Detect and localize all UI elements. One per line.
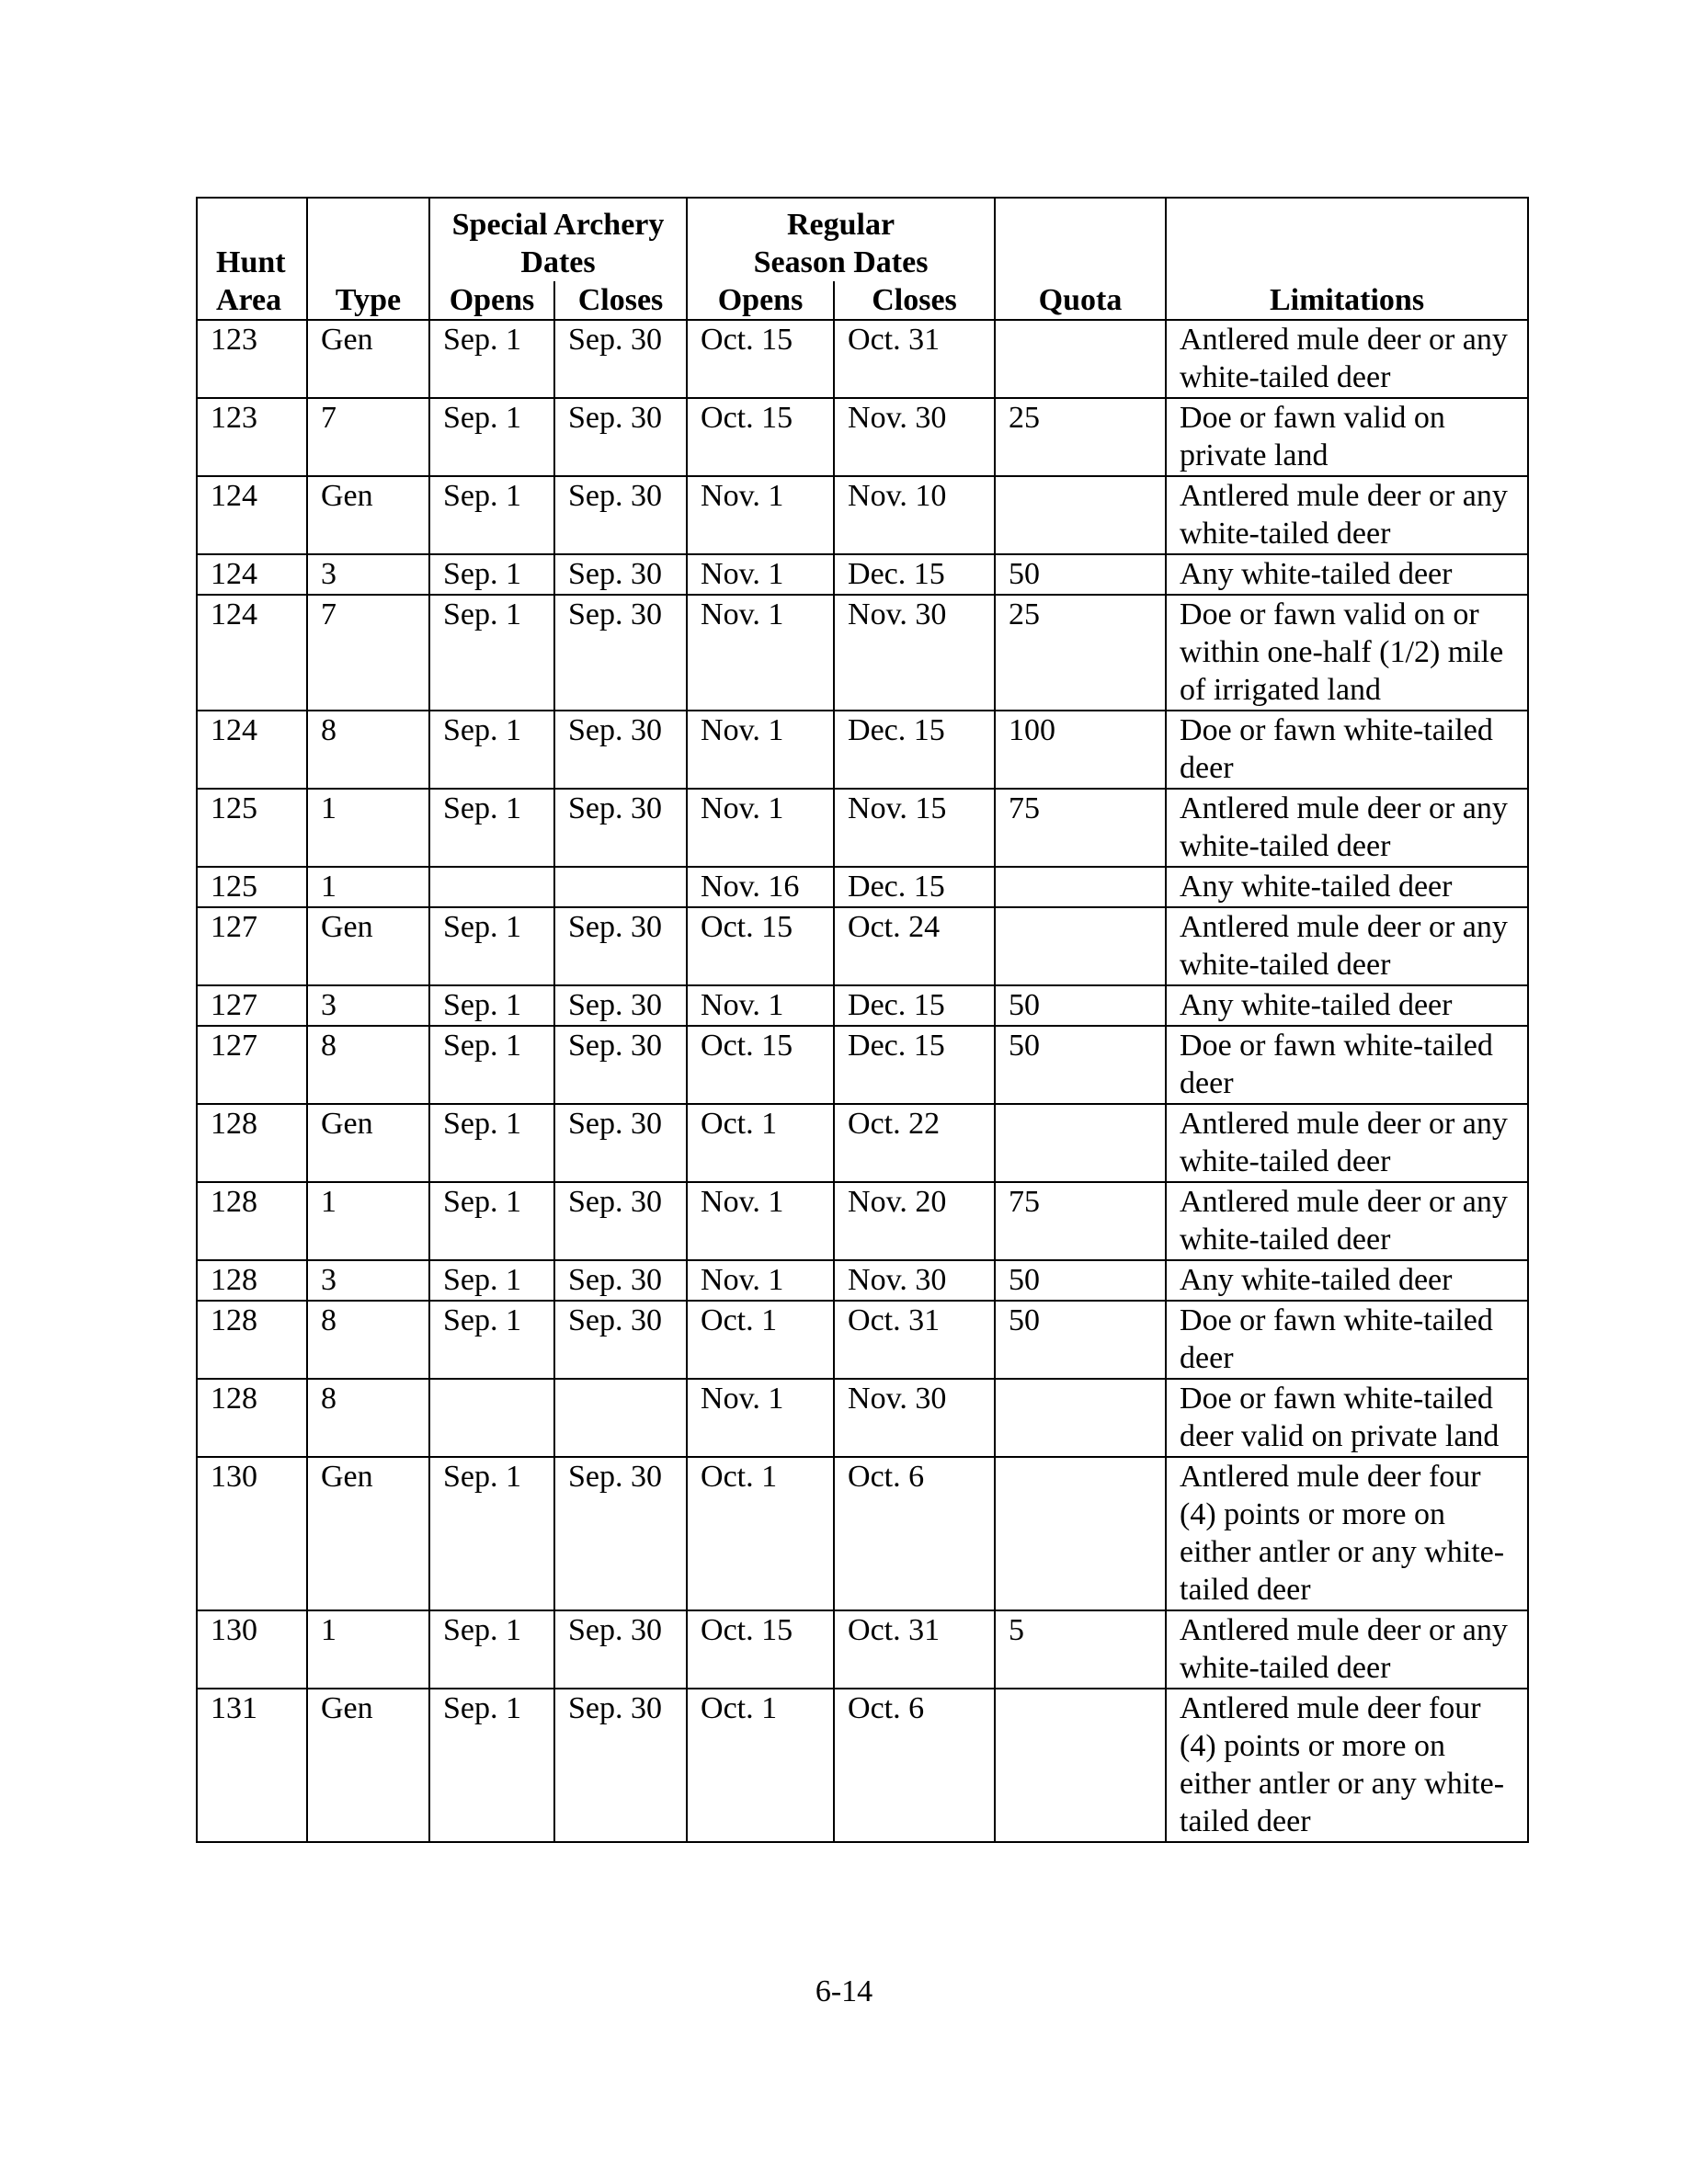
hunt-area-cell: 130 (197, 1610, 307, 1689)
regular-opens-cell: Oct. 15 (687, 1610, 834, 1689)
archery-closes-cell: Sep. 30 (554, 985, 687, 1026)
archery-opens-cell: Sep. 1 (429, 554, 554, 595)
header-hunt-area-line2: Area (216, 283, 282, 317)
limitations-cell: Antlered mule deer or any white-tailed deer (1166, 320, 1528, 398)
type-cell: Gen (307, 1457, 429, 1610)
limitations-cell: Doe or fawn white-tailed deer (1166, 1026, 1528, 1104)
regular-closes-cell: Oct. 24 (834, 907, 995, 985)
quota-cell (995, 907, 1166, 985)
archery-closes-cell: Sep. 30 (554, 320, 687, 398)
table-row (197, 1260, 1528, 1301)
regular-opens-cell: Nov. 1 (687, 1260, 834, 1301)
limitations-cell: Antlered mule deer or any white-tailed deer (1166, 1182, 1528, 1260)
table-row (197, 1182, 1528, 1260)
hunt-area-cell: 124 (197, 476, 307, 554)
hunt-area-cell: 124 (197, 554, 307, 595)
header-regular-line1: Regular (786, 208, 895, 242)
hunt-area-cell: 127 (197, 1026, 307, 1104)
regular-closes-cell: Nov. 30 (834, 595, 995, 711)
archery-opens-cell: Sep. 1 (429, 1610, 554, 1689)
archery-opens-cell: Sep. 1 (429, 1301, 554, 1379)
table-row (197, 398, 1528, 476)
hunt-area-cell: 124 (197, 595, 307, 711)
hunt-area-cell: 127 (197, 985, 307, 1026)
archery-opens-cell (429, 867, 554, 907)
regular-opens-cell: Oct. 1 (687, 1689, 834, 1842)
regular-closes-cell: Oct. 31 (834, 320, 995, 398)
archery-closes-cell: Sep. 30 (554, 1457, 687, 1610)
quota-cell: 50 (995, 1301, 1166, 1379)
header-type: Type (307, 198, 429, 320)
regular-closes-cell: Oct. 31 (834, 1610, 995, 1689)
table-row (197, 595, 1528, 711)
quota-cell (995, 1104, 1166, 1182)
header-archery-opens: Opens (429, 281, 554, 320)
quota-cell (995, 1379, 1166, 1457)
hunt-area-cell: 128 (197, 1301, 307, 1379)
regular-opens-cell: Nov. 1 (687, 1182, 834, 1260)
regular-closes-cell: Nov. 30 (834, 1260, 995, 1301)
archery-opens-cell: Sep. 1 (429, 1104, 554, 1182)
type-cell: 1 (307, 867, 429, 907)
quota-cell: 50 (995, 554, 1166, 595)
regular-opens-cell: Oct. 15 (687, 907, 834, 985)
archery-closes-cell: Sep. 30 (554, 554, 687, 595)
archery-closes-cell (554, 867, 687, 907)
archery-opens-cell: Sep. 1 (429, 1260, 554, 1301)
regular-closes-cell: Nov. 10 (834, 476, 995, 554)
hunt-season-table (196, 197, 1529, 1843)
regular-opens-cell: Nov. 1 (687, 554, 834, 595)
hunt-area-cell: 125 (197, 867, 307, 907)
hunt-area-cell: 130 (197, 1457, 307, 1610)
archery-opens-cell: Sep. 1 (429, 1689, 554, 1842)
regular-opens-cell: Oct. 15 (687, 1026, 834, 1104)
table-row (197, 1379, 1528, 1457)
regular-closes-cell: Dec. 15 (834, 711, 995, 789)
quota-cell: 5 (995, 1610, 1166, 1689)
regular-opens-cell: Oct. 1 (687, 1457, 834, 1610)
table-row (197, 789, 1528, 867)
table-body (197, 320, 1528, 1842)
page-number: 6-14 (815, 1974, 873, 2008)
archery-opens-cell: Sep. 1 (429, 595, 554, 711)
hunt-area-cell: 123 (197, 320, 307, 398)
table-row (197, 1301, 1528, 1379)
regular-closes-cell: Dec. 15 (834, 985, 995, 1026)
hunt-area-cell: 127 (197, 907, 307, 985)
archery-opens-cell: Sep. 1 (429, 320, 554, 398)
type-cell: 8 (307, 711, 429, 789)
quota-cell (995, 1689, 1166, 1842)
archery-closes-cell: Sep. 30 (554, 1182, 687, 1260)
table-row (197, 985, 1528, 1026)
regular-closes-cell: Oct. 22 (834, 1104, 995, 1182)
type-cell: 3 (307, 1260, 429, 1301)
regular-closes-cell: Oct. 6 (834, 1457, 995, 1610)
archery-opens-cell: Sep. 1 (429, 711, 554, 789)
limitations-cell: Any white-tailed deer (1166, 554, 1528, 595)
archery-opens-cell: Sep. 1 (429, 1026, 554, 1104)
regular-closes-cell: Nov. 30 (834, 398, 995, 476)
regular-closes-cell: Oct. 31 (834, 1301, 995, 1379)
limitations-cell: Any white-tailed deer (1166, 985, 1528, 1026)
type-cell: Gen (307, 476, 429, 554)
archery-closes-cell: Sep. 30 (554, 1104, 687, 1182)
archery-closes-cell: Sep. 30 (554, 1260, 687, 1301)
quota-cell (995, 320, 1166, 398)
limitations-cell: Doe or fawn white-tailed deer valid on private land (1166, 1379, 1528, 1457)
archery-closes-cell: Sep. 30 (554, 595, 687, 711)
regular-opens-cell: Oct. 1 (687, 1301, 834, 1379)
table-row (197, 554, 1528, 595)
archery-opens-cell: Sep. 1 (429, 789, 554, 867)
archery-closes-cell: Sep. 30 (554, 907, 687, 985)
quota-cell (995, 1457, 1166, 1610)
table-row (197, 476, 1528, 554)
archery-closes-cell: Sep. 30 (554, 1026, 687, 1104)
quota-cell: 75 (995, 789, 1166, 867)
header-archery-line2: Dates (520, 245, 596, 279)
hunt-area-cell: 128 (197, 1104, 307, 1182)
limitations-cell: Doe or fawn valid on or within one-half (1/2) mile of irrigated land (1166, 595, 1528, 711)
limitations-cell: Doe or fawn valid on private land (1166, 398, 1528, 476)
type-cell: Gen (307, 1689, 429, 1842)
header-regular-line2: Season Dates (753, 245, 929, 279)
type-cell: 8 (307, 1379, 429, 1457)
hunt-area-cell: 128 (197, 1260, 307, 1301)
regular-closes-cell: Nov. 15 (834, 789, 995, 867)
header-regular-season-dates (687, 198, 995, 281)
limitations-cell: Antlered mule deer four (4) points or more on either antler or any white-tailed deer (1166, 1689, 1528, 1842)
quota-cell: 50 (995, 985, 1166, 1026)
limitations-cell: Antlered mule deer or any white-tailed deer (1166, 476, 1528, 554)
regular-opens-cell: Nov. 1 (687, 711, 834, 789)
header-hunt-area-line1: Hunt (216, 245, 286, 279)
quota-cell (995, 476, 1166, 554)
hunt-area-cell: 128 (197, 1182, 307, 1260)
archery-closes-cell: Sep. 30 (554, 398, 687, 476)
table-row (197, 320, 1528, 398)
type-cell: 7 (307, 398, 429, 476)
regular-opens-cell: Nov. 1 (687, 985, 834, 1026)
hunt-area-cell: 131 (197, 1689, 307, 1842)
regular-opens-cell: Oct. 1 (687, 1104, 834, 1182)
limitations-cell: Doe or fawn white-tailed deer (1166, 1301, 1528, 1379)
quota-cell: 25 (995, 398, 1166, 476)
limitations-cell: Antlered mule deer or any white-tailed deer (1166, 1104, 1528, 1182)
quota-cell (995, 867, 1166, 907)
type-cell: 8 (307, 1026, 429, 1104)
type-cell: Gen (307, 1104, 429, 1182)
table-row (197, 1610, 1528, 1689)
type-cell: 1 (307, 1610, 429, 1689)
hunt-area-cell: 125 (197, 789, 307, 867)
type-cell: Gen (307, 320, 429, 398)
archery-opens-cell: Sep. 1 (429, 1457, 554, 1610)
table-row (197, 907, 1528, 985)
table-row (197, 711, 1528, 789)
archery-opens-cell: Sep. 1 (429, 907, 554, 985)
archery-closes-cell: Sep. 30 (554, 1610, 687, 1689)
regular-closes-cell: Dec. 15 (834, 867, 995, 907)
regular-closes-cell: Dec. 15 (834, 1026, 995, 1104)
type-cell: 3 (307, 985, 429, 1026)
regular-closes-cell: Nov. 20 (834, 1182, 995, 1260)
regular-opens-cell: Nov. 1 (687, 476, 834, 554)
limitations-cell: Antlered mule deer four (4) points or more on either antler or any white-tailed deer (1166, 1457, 1528, 1610)
archery-closes-cell: Sep. 30 (554, 711, 687, 789)
header-quota: Quota (995, 198, 1166, 320)
table-row (197, 1457, 1528, 1610)
archery-opens-cell: Sep. 1 (429, 476, 554, 554)
regular-opens-cell: Oct. 15 (687, 320, 834, 398)
quota-cell: 25 (995, 595, 1166, 711)
archery-opens-cell (429, 1379, 554, 1457)
table-row (197, 1689, 1528, 1842)
type-cell: 8 (307, 1301, 429, 1379)
archery-closes-cell (554, 1379, 687, 1457)
regular-opens-cell: Nov. 1 (687, 595, 834, 711)
header-archery-line1: Special Archery (451, 208, 665, 242)
regular-opens-cell: Nov. 16 (687, 867, 834, 907)
limitations-cell: Antlered mule deer or any white-tailed deer (1166, 907, 1528, 985)
header-archery-closes: Closes (554, 281, 687, 320)
regular-opens-cell: Nov. 1 (687, 1379, 834, 1457)
limitations-cell: Any white-tailed deer (1166, 867, 1528, 907)
archery-opens-cell: Sep. 1 (429, 1182, 554, 1260)
type-cell: Gen (307, 907, 429, 985)
hunt-area-cell: 124 (197, 711, 307, 789)
header-hunt-area (197, 198, 307, 320)
limitations-cell: Doe or fawn white-tailed deer (1166, 711, 1528, 789)
type-cell: 3 (307, 554, 429, 595)
type-cell: 7 (307, 595, 429, 711)
archery-opens-cell: Sep. 1 (429, 985, 554, 1026)
regular-closes-cell: Dec. 15 (834, 554, 995, 595)
regular-opens-cell: Oct. 15 (687, 398, 834, 476)
archery-closes-cell: Sep. 30 (554, 1301, 687, 1379)
quota-cell: 75 (995, 1182, 1166, 1260)
regular-closes-cell: Oct. 6 (834, 1689, 995, 1842)
limitations-cell: Antlered mule deer or any white-tailed deer (1166, 1610, 1528, 1689)
regular-opens-cell: Nov. 1 (687, 789, 834, 867)
hunt-area-cell: 128 (197, 1379, 307, 1457)
table-row (197, 867, 1528, 907)
quota-cell: 50 (995, 1026, 1166, 1104)
header-limitations: Limitations (1166, 198, 1528, 320)
hunt-area-cell: 123 (197, 398, 307, 476)
header-regular-closes: Closes (834, 281, 995, 320)
archery-closes-cell: Sep. 30 (554, 789, 687, 867)
archery-closes-cell: Sep. 30 (554, 1689, 687, 1842)
table-row (197, 1104, 1528, 1182)
limitations-cell: Any white-tailed deer (1166, 1260, 1528, 1301)
quota-cell: 50 (995, 1260, 1166, 1301)
limitations-cell: Antlered mule deer or any white-tailed deer (1166, 789, 1528, 867)
archery-opens-cell: Sep. 1 (429, 398, 554, 476)
quota-cell: 100 (995, 711, 1166, 789)
type-cell: 1 (307, 789, 429, 867)
header-special-archery-dates (429, 198, 687, 281)
archery-closes-cell: Sep. 30 (554, 476, 687, 554)
regular-closes-cell: Nov. 30 (834, 1379, 995, 1457)
type-cell: 1 (307, 1182, 429, 1260)
header-regular-opens: Opens (687, 281, 834, 320)
table-row (197, 1026, 1528, 1104)
